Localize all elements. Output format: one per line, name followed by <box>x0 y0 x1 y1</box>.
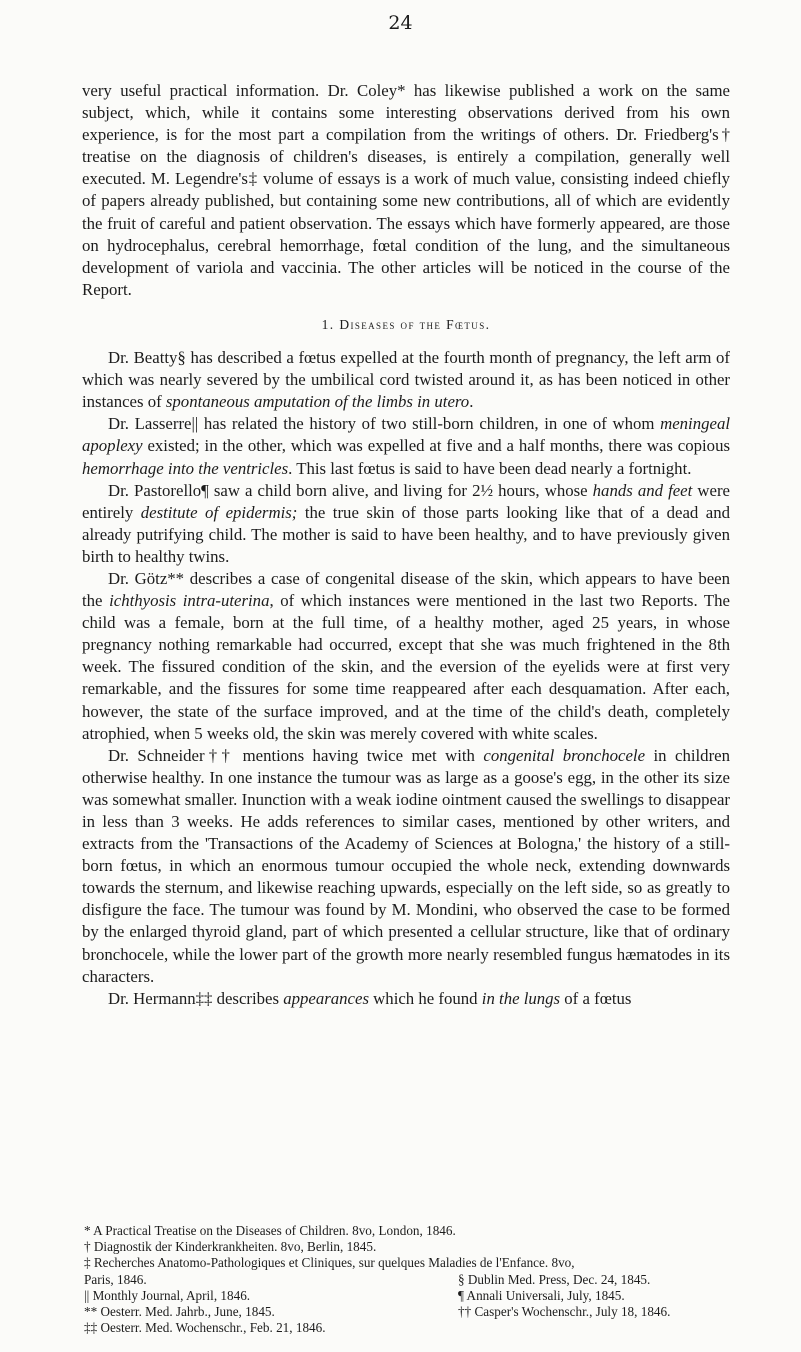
pastorello-italic-1: hands and feet <box>592 480 693 500</box>
paragraph-schneider <box>82 745 730 988</box>
footnote-row <box>84 1304 746 1320</box>
footnote: †† Casper's Wochenschr., July 18, 1846. <box>458 1304 671 1320</box>
footnote: Paris, 1846. <box>84 1271 147 1287</box>
beatty-text: Dr. Beatty§ has described a fœtus expelled at the fourth month of pregnancy, the left arm of which was nearly severed by the umbilical cord twisted around it, as has been noticed in other instances of <box>82 348 730 412</box>
lasserre-italic-1: meningeal apoplexy <box>82 414 730 456</box>
gotz-italic: ichthyosis intra-uterina <box>109 591 270 611</box>
beatty-end: . <box>469 392 474 412</box>
paragraph-pastorello <box>82 480 730 568</box>
schneider-text-1: Dr. Schneider†† mentions having twice met with <box>108 745 484 765</box>
pastorello-text-2: were entirely <box>82 480 730 522</box>
section-number: 1. <box>321 316 335 332</box>
footnote: || Monthly Journal, April, 1846. <box>84 1287 251 1303</box>
footnote: ¶ Annali Universali, July, 1845. <box>458 1287 625 1303</box>
lasserre-text-1: Dr. Lasserre|| has related the history of two still-born children, in one of whom <box>108 414 661 434</box>
pastorello-text-3: the true skin of those parts looking like that of a dead and already putrifying child. The mother is said to have been healthy, and to have previously given birth to healthy twins. <box>82 502 730 566</box>
lasserre-text-2: existed; in the other, which was expelled at five and a half months, there was copious <box>142 436 730 456</box>
hermann-text-1: Dr. Hermann‡‡ describes <box>108 988 284 1008</box>
footnotes <box>84 1223 746 1336</box>
footnote: † Diagnostik der Kinderkrankheiten. 8vo, Berlin, 1845. <box>84 1239 377 1255</box>
schneider-italic: congenital bronchocele <box>483 745 646 765</box>
body-text <box>82 80 730 1010</box>
paragraph-gotz <box>82 568 730 745</box>
footnote-row <box>84 1288 746 1304</box>
paragraph-intro <box>82 80 730 301</box>
pastorello-italic-2: destitute of epidermis; <box>140 502 298 522</box>
paragraph-hermann <box>82 988 730 1010</box>
lasserre-text-3: . This last fœtus is said to have been dead nearly a fortnight. <box>288 458 692 478</box>
hermann-text-2: which he found <box>368 988 482 1008</box>
footnote-row <box>84 1272 746 1288</box>
footnote: ‡ Recherches Anatomo-Pathologiques et Cliniques, sur quelques Maladies de l'Enfance. 8vo, <box>84 1255 575 1271</box>
footnote: ** Oesterr. Med. Jahrb., June, 1845. <box>84 1304 275 1320</box>
lasserre-italic-2: hemorrhage into the ventricles <box>82 458 289 478</box>
intro-text: very useful practical information. Dr. Coley* has likewise published a work on the same subject, which, while it contains some interesting observations derived from his own experience, is for the most part a compilation from the writings of others. Dr. Friedberg's† treatise on the diagnosis of children's diseases, is entirely a compilation, generally well executed. M. Legendre's‡ volume of essays is a work of much value, consisting indeed chiefly of papers already published, but containing some new contributions, all of which are evidently the fruit of careful and patient observation. The essays which have formerly appeared, are those on hydrocephalus, cerebral hemorrhage, fœtal condition of the lung, and the simultaneous development of variola and vaccinia. The other articles will be noticed in the course of the Report. <box>82 81 730 299</box>
page-number: 24 <box>388 12 413 34</box>
hermann-italic-1: appearances <box>283 988 369 1008</box>
schneider-text-2: in children otherwise healthy. In one instance the tumour was as large as a goose's egg, in the other its size was somewhat smaller. Inunction with a weak iodine ointment caused the swellings to disappear in less than 3 weeks. He adds references to similar cases, mentioned by other writers, and extracts from the 'Transactions of the Academy of Sciences at Bologna,' the history of a still-born fœtus, in which an enormous tumour occupied the whole neck, extending downwards towards the sternum, and likewise reaching upwards, especially on the left side, so as greatly to disfigure the face. The tumour was found by M. Mondini, who observed the case to be formed by the enlarged thyroid gland, part of which presented a cellular structure, like that of ordinary bronchocele, while the lower part of the growth more nearly resembled fungus hæmatodes in its characters. <box>82 745 731 986</box>
hermann-text-3: of a fœtus <box>560 988 632 1008</box>
pastorello-text-1: Dr. Pastorello¶ saw a child born alive, and living for 2½ hours, whose <box>108 480 593 500</box>
hermann-italic-2: in the lungs <box>481 988 561 1008</box>
beatty-italic: spontaneous amputation of the limbs in utero <box>165 392 470 412</box>
section-title: Diseases of the Fœtus. <box>339 316 491 332</box>
gotz-text-2: , of which instances were mentioned in the last two Reports. The child was a female, born at the full time, of a healthy mother, aged 25 years, in whose pregnancy nothing remarkable had occurred, except that she was much frightened in the 8th week. The fissured condition of the skin, and the eversion of the eyelids were at first very remarkable, and the fissures for some time reappeared after each desquamation. After each, however, the state of the surface improved, and at the time of the child's death, completely atrophied, when 5 weeks old, the skin was merely covered with white scales. <box>82 591 731 743</box>
footnote: * A Practical Treatise on the Diseases of Children. 8vo, London, 1846. <box>84 1223 456 1238</box>
footnote: ‡‡ Oesterr. Med. Wochenschr., Feb. 21, 1846. <box>84 1320 326 1336</box>
paragraph-lasserre <box>82 413 730 479</box>
section-heading <box>82 314 730 336</box>
footnote: § Dublin Med. Press, Dec. 24, 1845. <box>458 1271 651 1287</box>
paragraph-beatty <box>82 347 730 413</box>
gotz-text-1: Dr. Götz** describes a case of congenital disease of the skin, which appears to have been the <box>82 568 730 611</box>
